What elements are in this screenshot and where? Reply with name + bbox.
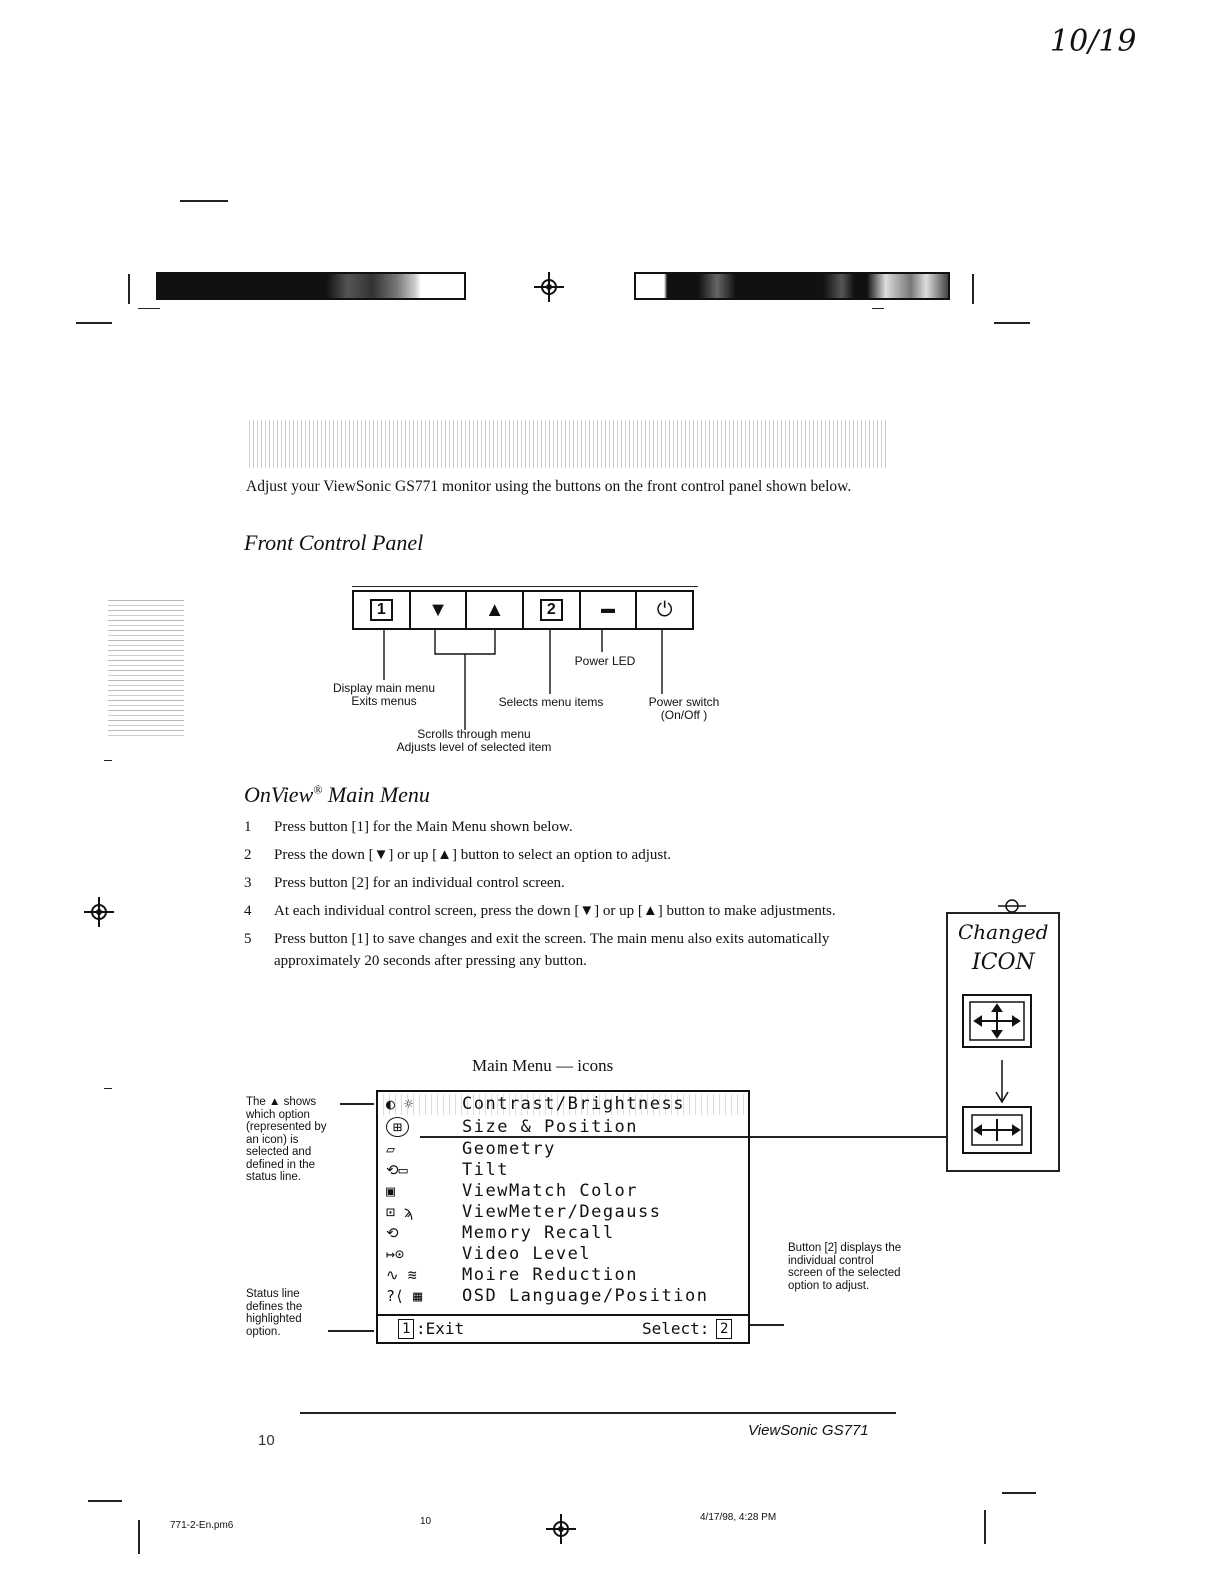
button-2-icon: 2 — [540, 599, 563, 621]
menu-item-viewmeter-degauss[interactable] — [378, 1202, 748, 1223]
step-item — [244, 872, 864, 894]
menu-item-contrast-brightness[interactable] — [378, 1094, 748, 1115]
note-status-line: Status line defines the highlighted option. — [246, 1288, 303, 1338]
menu-item-viewmatch-color[interactable] — [378, 1181, 748, 1202]
menu-item-label: Video Level — [462, 1244, 592, 1264]
crop-mark — [128, 274, 130, 304]
label-power-switch-state: (On/Off ) — [660, 708, 708, 722]
new-size-position-icon — [962, 1106, 1032, 1154]
menu-item-label: Size & Position — [462, 1117, 639, 1137]
step-item — [244, 844, 864, 866]
video-level-icon: ↦⊙ — [386, 1245, 405, 1263]
menu-item-memory-recall[interactable] — [378, 1223, 748, 1244]
size-position-glyph: ⊞ — [386, 1117, 409, 1137]
down-arrow-icon: ▼ — [428, 598, 448, 621]
changed-icon-box — [946, 912, 1060, 1172]
note-leader — [750, 1324, 784, 1326]
step-text: Press button [1] for the Main Menu shown below. — [274, 819, 573, 835]
menu-item-label: Contrast/Brightness — [462, 1094, 685, 1114]
menu-item-tilt[interactable] — [378, 1160, 748, 1181]
step-number: 2 — [244, 847, 252, 863]
moire-icon: ∿ ≋ — [386, 1266, 417, 1284]
power-led-icon: ▬ — [601, 602, 616, 617]
color-bar-right — [634, 272, 950, 300]
registration-target-icon — [546, 1514, 576, 1544]
product-name: ViewSonic GS771 — [748, 1422, 869, 1439]
power-switch[interactable] — [637, 592, 692, 628]
crop-mark — [872, 308, 884, 309]
color-bar-left — [156, 272, 466, 300]
menu-item-video-level[interactable] — [378, 1244, 748, 1265]
registration-target-icon — [534, 272, 564, 302]
exit-key-icon: 1 — [398, 1319, 414, 1339]
menu-item-label: Memory Recall — [462, 1223, 615, 1243]
select-key-icon: 2 — [716, 1319, 732, 1339]
crop-mark — [994, 322, 1030, 324]
step-text: Press button [1] to save changes and exit the screen. The main menu also exits automatically approximately 20 seconds after pressing any button. — [274, 931, 830, 969]
menu-item-label: Tilt — [462, 1160, 509, 1180]
crop-mark — [88, 1500, 122, 1502]
label-scrolls: Scrolls through menu — [417, 727, 531, 741]
changed-note-line2: ICON — [972, 950, 1035, 975]
note-leader — [328, 1330, 374, 1332]
crop-mark — [984, 1510, 986, 1544]
label-selects-menu-items: Selects menu items — [498, 695, 604, 709]
power-led — [581, 592, 638, 628]
main-menu-caption: Main Menu — icons — [472, 1056, 614, 1075]
center-page-code: 10 — [420, 1516, 432, 1527]
menu-item-label: Geometry — [462, 1139, 556, 1159]
step-number: 3 — [244, 875, 252, 891]
up-arrow-icon: ▲ — [484, 598, 505, 621]
onview-heading — [244, 782, 430, 808]
print-timestamp: 4/17/98, 4:28 PM — [700, 1512, 777, 1523]
menu-item-geometry[interactable] — [378, 1139, 748, 1160]
menu-item-label: ViewMatch Color — [462, 1181, 639, 1201]
step-text: At each individual control screen, press the down [▼] or up [▲] button to make adjustments. — [274, 903, 836, 919]
down-arrow-icon — [992, 1060, 1012, 1104]
tilt-icon: ⟲▭ — [386, 1161, 408, 1179]
side-tab-smudge — [108, 596, 184, 740]
resize-arrows-icon — [964, 1108, 1030, 1152]
label-power-switch: Power switch — [648, 695, 720, 709]
step-text: Press button [2] for an individual control screen. — [274, 875, 565, 891]
crop-mark — [104, 760, 112, 761]
step-number: 5 — [244, 931, 252, 947]
move-arrows-icon — [964, 996, 1030, 1046]
label-exits-menus: Exits menus — [351, 694, 417, 708]
step-number: 4 — [244, 903, 252, 919]
crop-mark — [104, 1088, 112, 1089]
menu-item-label: Moire Reduction — [462, 1265, 639, 1285]
contrast-brightness-icon: ◐ ☼ — [386, 1095, 414, 1113]
step-text: Press the down [▼] or up [▲] button to select an option to adjust. — [274, 847, 672, 863]
up-button[interactable] — [467, 592, 524, 628]
handwritten-page-count: 10/19 — [1050, 24, 1137, 59]
front-panel-heading: Front Control Panel — [244, 530, 424, 555]
intro-paragraph: Adjust your ViewSonic GS771 monitor using the buttons on the front control panel shown below. — [246, 478, 852, 495]
crop-mark — [972, 274, 974, 304]
menu-item-label: ViewMeter/Degauss — [462, 1202, 662, 1222]
onview-main-menu — [376, 1090, 750, 1344]
label-adjusts: Adjusts level of selected item — [396, 740, 552, 754]
crop-mark — [138, 1520, 140, 1554]
changed-note-line1: Changed — [958, 920, 1049, 944]
front-control-panel — [352, 590, 694, 630]
menu-item-moire-reduction[interactable] — [378, 1265, 748, 1286]
old-size-position-icon — [962, 994, 1032, 1048]
crop-mark — [1002, 1492, 1036, 1494]
status-exit-label: :Exit — [416, 1319, 465, 1338]
note-selected-option: The ▲ shows which option (represented by an icon) is selected and defined in the status line. — [246, 1096, 327, 1183]
menu-item-label: OSD Language/Position — [462, 1286, 709, 1306]
power-icon: ⏻ — [656, 598, 673, 621]
page-number: 10 — [258, 1432, 275, 1449]
registration-target-icon — [84, 897, 114, 927]
step-number: 1 — [244, 819, 252, 835]
label-power-led: Power LED — [574, 654, 636, 668]
menu-status-line — [378, 1314, 748, 1342]
memory-recall-icon: ⟲ — [386, 1224, 399, 1242]
osd-language-icon: ?⟨ ▦ — [386, 1287, 423, 1305]
crop-mark — [138, 308, 160, 309]
menu-item-size-position[interactable] — [378, 1117, 748, 1138]
footer-rule — [300, 1412, 896, 1414]
crop-mark — [76, 322, 112, 324]
degauss-icon: ⊡ ϡ — [386, 1203, 414, 1221]
crop-mark — [180, 200, 228, 202]
step-item — [244, 900, 864, 922]
down-button[interactable] — [411, 592, 468, 628]
onview-steps — [244, 816, 864, 978]
button-1[interactable] — [354, 592, 411, 628]
smudged-heading — [246, 420, 886, 468]
color-icon: ▣ — [386, 1182, 396, 1200]
menu-item-osd-language[interactable] — [378, 1286, 748, 1307]
onview-heading-brand: OnView — [244, 782, 314, 807]
panel-top-line — [352, 586, 698, 587]
note-button-2: Button [2] displays the individual control screen of the selected option to adjust. — [788, 1242, 902, 1292]
geometry-icon: ▱ — [386, 1140, 396, 1158]
changed-box-target-icon — [998, 895, 1026, 917]
status-select-label: Select: — [642, 1319, 710, 1338]
source-file: 771-2-En.pm6 — [170, 1520, 234, 1531]
registered-mark: ® — [313, 782, 323, 797]
note-leader — [340, 1103, 374, 1105]
onview-heading-rest: Main Menu — [322, 782, 430, 807]
label-display-main-menu: Display main menu — [332, 681, 436, 695]
button-1-icon: 1 — [370, 599, 393, 621]
step-item — [244, 816, 864, 838]
button-2[interactable] — [524, 592, 581, 628]
size-position-icon — [386, 1117, 444, 1138]
step-item — [244, 928, 864, 972]
